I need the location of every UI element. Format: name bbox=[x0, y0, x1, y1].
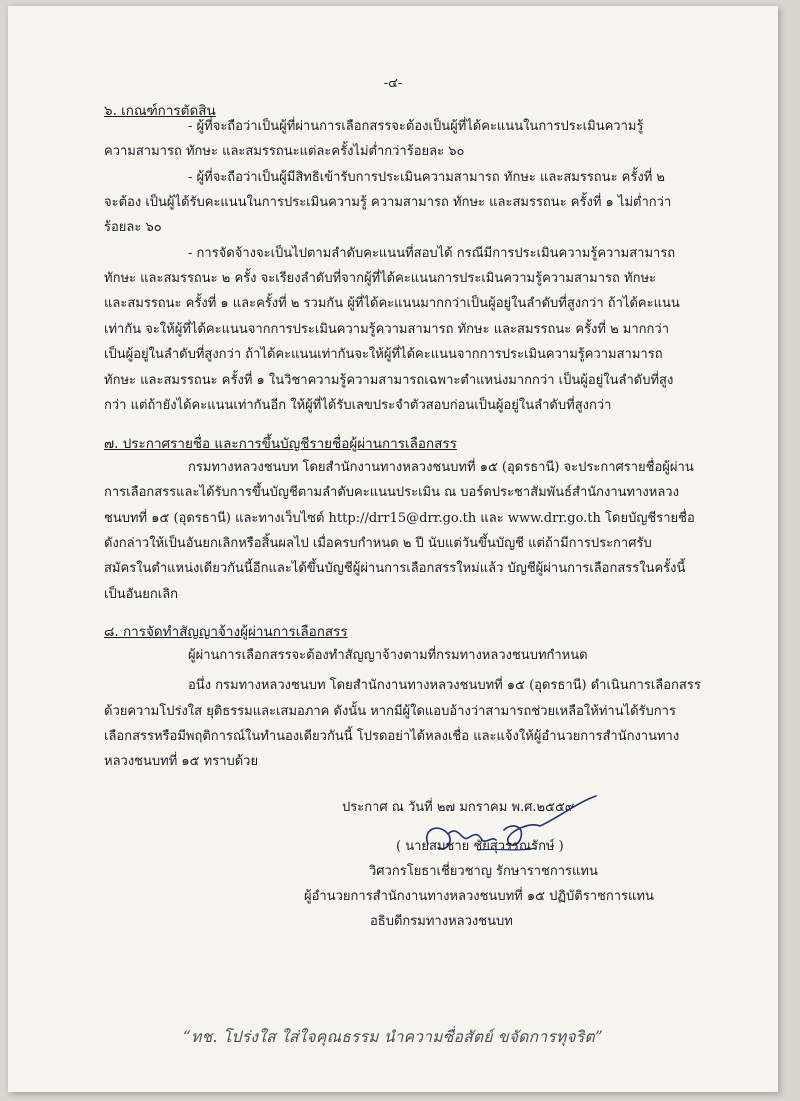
section-6-line: ร้อยละ ๖๐ bbox=[104, 220, 162, 235]
section-8-line: อนึ่ง กรมทางหลวงชนบท โดยสำนักงานทางหลวงชนบทที่ ๑๕ (อุดรธานี) ดำเนินการเลือกสรร bbox=[188, 678, 701, 693]
section-7-line: ดังกล่าวให้เป็นอันยกเลิกหรือสิ้นผลไป เมื่อครบกำหนด ๒ ปี นับแต่วันขึ้นบัญชี แต่ถ้ามีการประกาศรับ bbox=[104, 536, 652, 551]
section-6-line: - การจัดจ้างจะเป็นไปตามลำดับคะแนนที่สอบได้ กรณีมีการประเมินความรู้ความสามารถ bbox=[188, 246, 676, 261]
signatory-name: ( นายสมชาย ชัยสุวรรณรักษ์ ) bbox=[396, 839, 564, 854]
section-8-line: ด้วยความโปร่งใส ยุติธรรมและเสมอภาค ดังนั้น หากมีผู้ใดแอบอ้างว่าสามารถช่วยเหลือให้ท่านได้รับการ bbox=[104, 704, 676, 719]
section-7-line: สมัครในตำแหน่งเดียวกันนี้อีกและได้ขึ้นบัญชีผู้ผ่านการเลือกสรรใหม่แล้ว บัญชีผู้ผ่านการเลือกสรรในครั้งนี้ bbox=[104, 561, 686, 576]
section-6-line: กว่า แต่ถ้ายังได้คะแนนเท่ากันอีก ให้ผู้ที่ได้รับเลขประจำตัวสอบก่อนเป็นผู้อยู่ในลำดับที่สูงกว่า bbox=[104, 398, 612, 413]
section-6-line: จะต้อง เป็นผู้ได้รับคะแนนในการประเมินความรู้ ความสามารถ ทักษะ และสมรรถนะ ครั้งที่ ๑ ไม่ต่ำกว่า bbox=[104, 195, 672, 210]
signatory-position: ผู้อำนวยการสำนักงานทางหลวงชนบทที่ ๑๕ ปฏิบัติราชการแทน bbox=[304, 889, 654, 904]
section-8-line: เลือกสรรหรือมีพฤติการณ์ในทำนองเดียวกันนี้ โปรดอย่าได้หลงเชื่อ และแจ้งให้ผู้อำนวยการสำนักงานทาง bbox=[104, 729, 680, 744]
signatory-position: อธิบดีกรมทางหลวงชนบท bbox=[370, 914, 513, 929]
section-7-line: เป็นอันยกเลิก bbox=[104, 587, 179, 602]
page-number: -๔- bbox=[383, 76, 403, 91]
handwritten-signature bbox=[408, 782, 608, 872]
document-page bbox=[8, 6, 778, 1092]
section-6-line: ความสามารถ ทักษะ และสมรรถนะแต่ละครั้งไม่ต่ำกว่าร้อยละ ๖๐ bbox=[104, 144, 465, 159]
footer-motto: “ทช. โปร่งใส ใส่ใจคุณธรรม นำความซื่อสัตย์ ขจัดการทุจริต” bbox=[182, 1028, 604, 1046]
section-6-heading: ๖. เกณฑ์การตัดสิน bbox=[104, 103, 216, 119]
announcement-date: ประกาศ ณ วันที่ ๒๗ มกราคม พ.ศ.๒๕๕๙ bbox=[342, 800, 575, 815]
section-6-line: ทักษะ และสมรรถนะ ๒ ครั้ง จะเรียงลำดับที่จากผู้ที่ได้คะแนนการประเมินความรู้ความสามารถ ทักษะ bbox=[104, 271, 657, 286]
signatory-position: วิศวกรโยธาเชี่ยวชาญ รักษาราชการแทน bbox=[369, 864, 598, 879]
section-6-line: เท่ากัน จะให้ผู้ที่ได้คะแนนจากการประเมินความรู้ความสามารถ ทักษะ และสมรรถนะ ครั้งที่ ๒ มากกว่า bbox=[104, 322, 670, 337]
section-6-line: ทักษะ และสมรรถนะ ครั้งที่ ๑ ในวิชาความรู้ความสามารถเฉพาะตำแหน่งมากกว่า เป็นผู้อยู่ในลำดับที่สูง bbox=[104, 373, 674, 388]
section-6-line: เป็นผู้อยู่ในลำดับที่สูงกว่า ถ้าได้คะแนนเท่ากันจะให้ผู้ที่ได้คะแนนจากการประเมินความรู้ความสามารถ bbox=[104, 347, 663, 362]
section-8-line: หลวงชนบทที่ ๑๕ ทราบด้วย bbox=[104, 754, 259, 769]
section-7-line: ชนบทที่ ๑๕ (อุดรธานี) และทางเว็บไซต์ http://drr15@drr.go.th และ www.drr.go.th โดยบัญชีรายชื่อ bbox=[104, 511, 695, 526]
section-6-line: - ผู้ที่จะถือว่าเป็นผู้มีสิทธิเข้ารับการประเมินความสามารถ ทักษะ และสมรรถนะ ครั้งที่ ๒ bbox=[188, 170, 665, 185]
section-6-line: และสมรรถนะ ครั้งที่ ๑ และครั้งที่ ๒ รวมกัน ผู้ที่ได้คะแนนมากกว่าเป็นผู้อยู่ในลำดับที่สูงกว่า ถ้าได้คะแนน bbox=[104, 296, 680, 311]
section-7-heading: ๗. ประกาศรายชื่อ และการขึ้นบัญชีรายชื่อผู้ผ่านการเลือกสรร bbox=[104, 436, 457, 452]
section-7-line: การเลือกสรรและได้รับการขึ้นบัญชีตามลำดับคะแนนประเมิน ณ บอร์ดประชาสัมพันธ์สำนักงานทางหลวง bbox=[104, 485, 679, 500]
section-8-line: ผู้ผ่านการเลือกสรรจะต้องทำสัญญาจ้างตามที่กรมทางหลวงชนบทกำหนด bbox=[188, 648, 588, 663]
section-8-heading: ๘. การจัดทำสัญญาจ้างผู้ผ่านการเลือกสรร bbox=[104, 624, 348, 640]
section-7-line: กรมทางหลวงชนบท โดยสำนักงานทางหลวงชนบทที่ ๑๕ (อุดรธานี) จะประกาศรายชื่อผู้ผ่าน bbox=[188, 460, 694, 475]
section-6-line: - ผู้ที่จะถือว่าเป็นผู้ที่ผ่านการเลือกสรรจะต้องเป็นผู้ที่ได้คะแนนในการประเมินความรู้ bbox=[188, 119, 644, 134]
